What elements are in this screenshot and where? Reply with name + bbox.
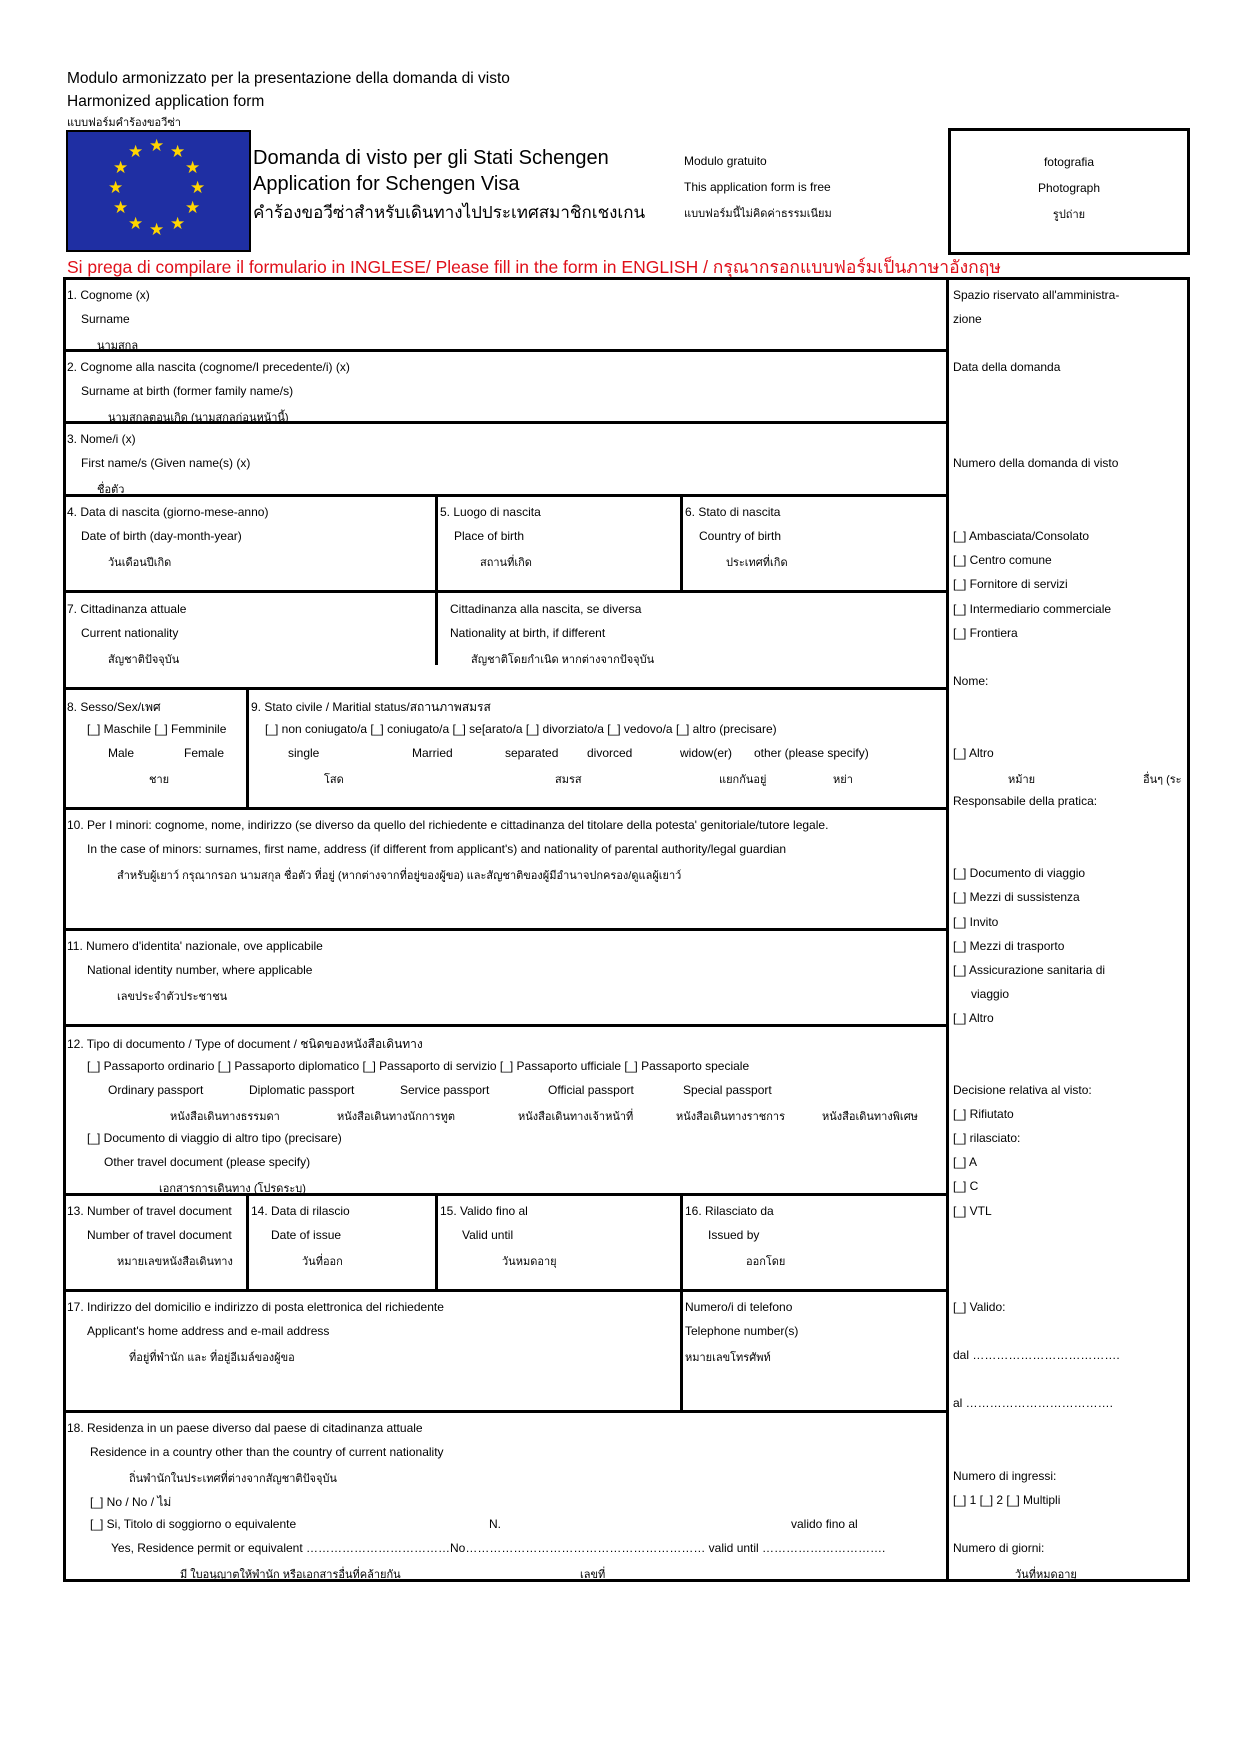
form-title-th: แบบฟอร์มคำร้องขอวีซ่า — [67, 117, 181, 129]
star-icon: ★ — [190, 178, 206, 197]
option-ordinary: Ordinary passport — [108, 1083, 204, 1097]
admin-valid-from: dal ………………………………. — [953, 1348, 1120, 1362]
option-widow: widow(er) — [680, 746, 733, 760]
admin-checkbox[interactable]: [_] Altro — [953, 1011, 994, 1025]
field-label-en: Valid until — [462, 1228, 514, 1242]
admin-application-date: Data della domanda — [953, 360, 1061, 374]
field-label-en: Issued by — [708, 1228, 760, 1242]
option-th: สมรส — [555, 774, 582, 786]
field-label-th: ออกโดย — [746, 1256, 786, 1268]
field-label-th: สำหรับผู้เยาว์ กรุณากรอก นามสกุล ชื่อตัว ที่อยู่ (หากต่างจากที่อยู่ของผู้ขอ) และสัญชาติของผู้มีอำนาจปกครอง/ดูแลผู้เยาว์ — [117, 870, 682, 882]
photo-label-it: fotografia — [1043, 155, 1095, 169]
free-note-th: แบบฟอร์มนี้ไม่คิดค่าธรรมเนียม — [684, 208, 832, 220]
divider — [63, 1289, 947, 1292]
option-th: หย่า — [833, 774, 853, 786]
admin-checkbox[interactable]: [_] A — [953, 1155, 978, 1169]
permit-details-line[interactable]: Yes, Residence permit or equivalent ………………………………No…………………………………………………… valid until …………………………. — [111, 1541, 886, 1555]
field-label-it: 14. Data di rilascio — [251, 1204, 350, 1218]
admin-heading: zione — [953, 312, 982, 326]
field-label-th: เลขที่ — [580, 1569, 606, 1581]
main-title-en: Application for Schengen Visa — [253, 173, 520, 195]
admin-handled-by: Responsabile della pratica: — [953, 794, 1098, 808]
option-th: โสด — [324, 774, 344, 786]
permit-number-label: N. — [489, 1517, 501, 1531]
divider — [63, 349, 947, 352]
field-label-it: 16. Rilasciato da — [685, 1204, 774, 1218]
field-label-en: Nationality at birth, if different — [450, 626, 606, 640]
field-label-en: National identity number, where applicable — [87, 963, 313, 977]
divider — [435, 1193, 438, 1289]
document-options[interactable]: [_] Passaporto ordinario [_] Passaporto diplomatico [_] Passaporto di servizio [_] Passaporto ufficiale [_] Passaporto speciale — [87, 1059, 750, 1073]
option-th: แยกกันอยู่ — [719, 774, 767, 786]
field-label-it: 11. Numero d'identita' nazionale, ove applicabile — [67, 939, 323, 953]
field-label-en: Surname at birth (former family name/s) — [81, 384, 294, 398]
residence-yes-checkbox[interactable]: [_] Si, Titolo di soggiorno o equivalente — [90, 1517, 297, 1531]
field-label-it: 13. Number of travel document — [67, 1204, 232, 1218]
sex-options[interactable]: [_] Maschile [_] Femminile — [87, 722, 227, 736]
admin-heading: Spazio riservato all'amministra- — [953, 288, 1120, 302]
admin-entries-options[interactable]: [_] 1 [_] 2 [_] Multipli — [953, 1493, 1061, 1507]
option-diplomatic: Diplomatic passport — [249, 1083, 355, 1097]
field-label-th: นามสกุล — [97, 340, 139, 352]
admin-checkbox[interactable]: [_] C — [953, 1179, 979, 1193]
divider — [246, 687, 249, 807]
star-icon: ★ — [113, 198, 129, 217]
admin-checkbox[interactable]: [_] Mezzi di trasporto — [953, 939, 1065, 953]
photo-label-th: รูปถ่าย — [1052, 209, 1086, 221]
option-th: หนังสือเดินทางพิเศษ — [822, 1111, 918, 1123]
residence-no-checkbox[interactable]: [_] No / No / ไม่ — [90, 1495, 172, 1509]
field-label-th: วันหมดอายุ — [502, 1256, 557, 1268]
admin-checkbox[interactable]: [_] Rifiutato — [953, 1107, 1014, 1121]
star-icon: ★ — [113, 158, 129, 177]
field-label-en: Other travel document (please specify) — [104, 1155, 311, 1169]
field-label-it: 17. Indirizzo del domicilio e indirizzo di posta elettronica del richiedente — [67, 1300, 444, 1314]
admin-checkbox[interactable]: [_] Centro comune — [953, 553, 1052, 567]
star-icon: ★ — [149, 220, 165, 239]
field-label-th: นามสกุลตอนเกิด (นามสกุลก่อนหน้านี้) — [108, 412, 289, 424]
option-single: single — [288, 746, 320, 760]
divider — [63, 687, 947, 690]
admin-checkbox[interactable]: [_] Invito — [953, 915, 999, 929]
field-label: 8. Sesso/Sex/เพศ — [67, 700, 161, 714]
field-label-th: สัญชาติโดยกำเนิด หากต่างจากปัจจุบัน — [471, 654, 655, 666]
field-label-it: 2. Cognome alla nascita (cognome/I precedente/i) (x) — [67, 360, 350, 374]
star-icon: ★ — [108, 178, 124, 197]
option-th: หนังสือเดินทางธรรมดา — [170, 1111, 280, 1123]
admin-checkbox[interactable]: [_] Documento di viaggio — [953, 866, 1086, 880]
admin-entries-heading: Numero di ingressi: — [953, 1469, 1057, 1483]
field-label-en: Telephone number(s) — [685, 1324, 799, 1338]
divider — [680, 1193, 683, 1410]
star-icon: ★ — [170, 142, 186, 161]
field-label-en: In the case of minors: surnames, first name, address (if different from applicant's) and nationality of parental authority/legal guardian — [87, 842, 787, 856]
option-special: Special passport — [683, 1083, 772, 1097]
admin-application-number: Numero della domanda di visto — [953, 456, 1119, 470]
field-label-th: เอกสารการเดินทาง (โปรดระบุ) — [159, 1183, 306, 1195]
field-label-th: สถานที่เกิด — [480, 557, 532, 569]
field-label-th: มี ใบอนุญาตให้พำนัก หรือเอกสารอื่นที่คล้ายกัน — [180, 1569, 401, 1581]
divider — [63, 1410, 947, 1413]
admin-checkbox[interactable]: [_] Valido: — [953, 1300, 1006, 1314]
field-label-en: Place of birth — [454, 529, 525, 543]
field-label-it: 1. Cognome (x) — [67, 288, 150, 302]
field-label-it: 10. Per I minori: cognome, nome, indirizzo (se diverso da quello del richiedente e cittadinanza del titolare della potesta' genitoriale/tutore legale. — [67, 818, 829, 832]
field-label-th: เลขประจำตัวประชาชน — [117, 991, 228, 1003]
option-separated: separated — [505, 746, 559, 760]
photo-box[interactable] — [948, 128, 1190, 255]
main-title-it: Domanda di visto per gli Stati Schengen — [253, 147, 609, 169]
divider — [63, 590, 947, 593]
field-label-en: Date of issue — [271, 1228, 342, 1242]
option-official: Official passport — [548, 1083, 634, 1097]
divider — [63, 928, 947, 931]
admin-checkbox[interactable]: [_] VTL — [953, 1204, 992, 1218]
field-label-it: 6. Stato di nascita — [685, 505, 781, 519]
divider — [63, 494, 947, 497]
option-th: หนังสือเดินทางเจ้าหน้าที่ — [518, 1111, 634, 1123]
field-label-it: 15. Valido fino al — [440, 1204, 528, 1218]
field-label-en: Number of travel document — [87, 1228, 232, 1242]
admin-name: Nome: — [953, 674, 989, 688]
divider — [63, 1024, 947, 1027]
field-label-th: วันที่หมดอายุ — [1015, 1569, 1077, 1581]
field-label-th: ที่อยู่ที่พำนัก และ ที่อยู่อีเมล์ของผู้ขอ — [129, 1352, 295, 1364]
star-icon: ★ — [149, 136, 165, 155]
field-label-en: Country of birth — [699, 529, 782, 543]
star-icon: ★ — [128, 214, 144, 233]
field-label-en: Surname — [81, 312, 130, 326]
admin-checkbox[interactable]: [_] Mezzi di sussistenza — [953, 890, 1080, 904]
admin-checkbox-label: viaggio — [971, 987, 1010, 1001]
field-label-it: 18. Residenza in un paese diverso dal paese di citadinanza attuale — [67, 1421, 423, 1435]
field-label-th: ประเทศที่เกิด — [726, 557, 788, 569]
admin-checkbox[interactable]: [_] Assicurazione sanitaria di — [953, 963, 1106, 977]
field-label-en: First name/s (Given name(s) (x) — [81, 456, 251, 470]
field-label-en: Residence in a country other than the country of current nationality — [90, 1445, 444, 1459]
admin-checkbox[interactable]: [_] Intermediario commerciale — [953, 602, 1112, 616]
free-note-en: This application form is free — [684, 180, 831, 194]
divider — [63, 807, 947, 810]
admin-checkbox[interactable]: [_] Fornitore di servizi — [953, 577, 1068, 591]
field-label-it: 3. Nome/i (x) — [67, 432, 136, 446]
field-label-th: ถิ่นพำนักในประเทศที่ต่างจากสัญชาติปัจจุบัน — [129, 1473, 337, 1485]
field-label-en: Date of birth (day-month-year) — [81, 529, 242, 543]
star-icon: ★ — [170, 214, 186, 233]
free-note-it: Modulo gratuito — [684, 154, 767, 168]
field-label-th: หมายเลขหนังสือเดินทาง — [117, 1256, 233, 1268]
option-other-document[interactable]: [_] Documento di viaggio di altro tipo (precisare) — [87, 1131, 342, 1145]
form-title-it: Modulo armonizzato per la presentazione della domanda di visto — [67, 70, 510, 87]
star-icon: ★ — [185, 198, 201, 217]
admin-checkbox[interactable]: [_] Ambasciata/Consolato — [953, 529, 1090, 543]
marital-options[interactable]: [_] non coniugato/a [_] coniugato/a [_] se[arato/a [_] divorziato/a [_] vedovo/a [_] altro (precisare) — [265, 722, 777, 736]
star-icon: ★ — [128, 142, 144, 161]
option-female: Female — [184, 746, 225, 760]
field-label-it: Cittadinanza alla nascita, se diversa — [450, 602, 642, 616]
admin-days: Numero di giorni: — [953, 1541, 1045, 1555]
option-male: Male — [108, 746, 135, 760]
field-label-it: 5. Luogo di nascita — [440, 505, 541, 519]
permit-valid-label: valido fino al — [791, 1517, 858, 1531]
divider — [435, 590, 438, 665]
admin-decision-heading: Decisione relativa al visto: — [953, 1083, 1092, 1097]
option-th: หนังสือเดินทางนักการทูต — [337, 1111, 456, 1123]
eu-flag-logo — [66, 130, 251, 252]
field-label-it: 7. Cittadinanza attuale — [67, 602, 187, 616]
option-married: Married — [412, 746, 453, 760]
option-th: หม้าย — [1008, 770, 1035, 788]
field-label: 9. Stato civile / Maritial status/สถานภาพสมรส — [251, 700, 491, 714]
admin-valid-to: al ………………………………. — [953, 1396, 1114, 1410]
option-divorced: divorced — [587, 746, 633, 760]
admin-checkbox[interactable]: [_] Frontiera — [953, 626, 1018, 640]
photo-label-en: Photograph — [1037, 181, 1101, 195]
field-label-it: Numero/i di telefono — [685, 1300, 793, 1314]
field-label-th: ชื่อตัว — [97, 484, 125, 496]
form-title-en: Harmonized application form — [67, 93, 265, 110]
star-icon: ★ — [185, 158, 201, 177]
field-label-th: หมายเลขโทรศัพท์ — [685, 1352, 771, 1364]
option-service: Service passport — [400, 1083, 490, 1097]
option-th: อื่นๆ (ระ — [1143, 770, 1182, 788]
field-label-th: สัญชาติปัจจุบัน — [108, 654, 180, 666]
divider — [246, 1193, 249, 1289]
field-label-en: Applicant's home address and e-mail address — [87, 1324, 330, 1338]
admin-checkbox[interactable]: [_] Altro — [953, 746, 994, 760]
option-th: หนังสือเดินทางราชการ — [676, 1111, 785, 1123]
field-label-th: วันที่ออก — [302, 1256, 343, 1268]
option-other: other (please specify) — [754, 746, 869, 760]
divider — [435, 494, 438, 590]
admin-checkbox[interactable]: [_] rilasciato: — [953, 1131, 1021, 1145]
option-male-th: ชาย — [149, 774, 170, 786]
instruction-banner: Si prega di compilare il formulario in INGLESE/ Please fill in the form in ENGLISH / กรุณากรอกแบบฟอร์มเป็นภาษาอังกฤษ — [67, 257, 1001, 277]
field-label-it: 4. Data di nascita (giorno-mese-anno) — [67, 505, 269, 519]
field-label: 12. Tipo di documento / Type of document / ชนิดของหนังสือเดินทาง — [67, 1037, 423, 1051]
main-title-th: คำร้องขอวีซ่าสำหรับเดินทางไปประเทศสมาชิกเชงเกน — [253, 203, 646, 222]
field-label-en: Current nationality — [81, 626, 179, 640]
field-label-th: วันเดือนปีเกิด — [108, 557, 172, 569]
divider — [680, 494, 683, 590]
